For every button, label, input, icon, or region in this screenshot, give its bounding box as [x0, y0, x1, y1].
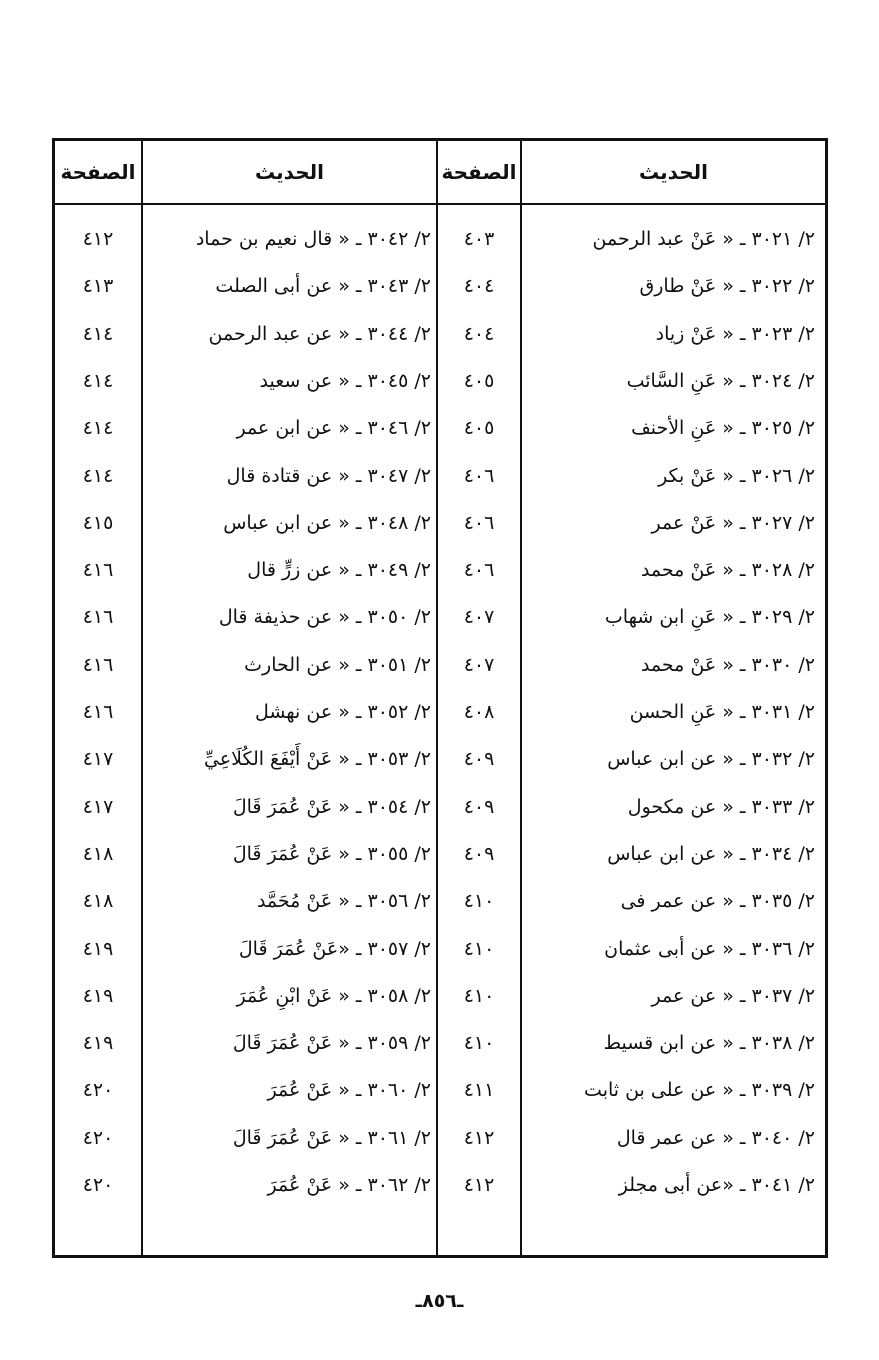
hadith-entry-right: ٢/ ٣٠٣٣ ـ « عن مكحول	[627, 795, 815, 818]
page-number: ـ٨٥٦ـ	[415, 1290, 464, 1312]
hadith-entry-right: ٢/ ٣٠٢٦ ـ « عَنْ بكر	[658, 464, 815, 487]
table-row	[55, 834, 825, 874]
hadith-entry-left: ٢/ ٣٠٥٥ ـ « عَنْ عُمَرَ قَالَ	[232, 842, 431, 865]
page-ref-left: ٤٢٠	[82, 1126, 114, 1149]
page-ref-left: ٤١٨	[82, 890, 114, 913]
table-row	[55, 361, 825, 401]
page-ref-right: ٤٠٧	[463, 606, 495, 629]
page-ref-left: ٤١٥	[82, 511, 114, 534]
hadith-entry-left: ٢/ ٣٠٥٩ ـ « عَنْ عُمَرَ قَالَ	[232, 1032, 431, 1055]
page-ref-right: ٤١١	[463, 1079, 495, 1102]
table-row	[55, 645, 825, 685]
page-ref-right: ٤٠٩	[463, 842, 495, 865]
hadith-entry-left: ٢/ ٣٠٤٥ ـ « عن سعيد	[259, 369, 431, 392]
hadith-entry-right: ٢/ ٣٠٢٧ ـ « عَنْ عمر	[651, 511, 815, 534]
table-row	[55, 597, 825, 637]
hadith-entry-right: ٢/ ٣٠٢٨ ـ « عَنْ محمد	[640, 559, 815, 582]
table-row	[55, 787, 825, 827]
hadith-entry-right: ٢/ ٣٠٢٥ ـ « عَنِ الأحنف	[631, 417, 815, 440]
hadith-entry-right: ٢/ ٣٠٢٢ ـ « عَنْ طارق	[639, 275, 815, 298]
page-ref-left: ٤١٣	[82, 275, 114, 298]
hadith-entry-right: ٢/ ٣٠٣٥ ـ « عن عمر فى	[620, 890, 815, 913]
page-ref-right: ٤٠٥	[463, 417, 495, 440]
hadith-entry-left: ٢/ ٣٠٥٢ ـ « عن نهشل	[254, 701, 431, 723]
page-ref-right: ٤٠٧	[463, 653, 495, 676]
hadith-entry-right: ٢/ ٣٠٣٦ ـ « عن أبى عثمان	[604, 937, 815, 960]
table-row	[55, 408, 825, 448]
page-ref-left: ٤١٤	[82, 417, 114, 440]
page-ref-right: ٤١٠	[463, 984, 495, 1007]
hadith-entry-left: ٢/ ٣٠٤٩ ـ « عن زرٍّ قال	[247, 559, 431, 582]
header-left-page: الصفحة	[60, 160, 136, 184]
hadith-entry-left: ٢/ ٣٠٥٠ ـ « عن حذيفة قال	[218, 606, 431, 629]
table-row	[55, 739, 825, 779]
table-row	[55, 1165, 825, 1205]
page-ref-left: ٤١٩	[82, 984, 114, 1007]
page-ref-left: ٤١٤	[82, 369, 114, 392]
hadith-entry-left: ٢/ ٣٠٤٧ ـ « عن قتادة قال	[226, 464, 431, 487]
hadith-entry-left: ٢/ ٣٠٤٨ ـ « عن ابن عباس	[223, 511, 431, 534]
hadith-entry-left: ٢/ ٣٠٥١ ـ « عن الحارث	[244, 653, 431, 676]
hadith-entry-right: ٢/ ٣٠٣١ ـ « عَنِ الحسن	[629, 701, 815, 723]
hadith-entry-right: ٢/ ٣٠٣٤ ـ « عن ابن عباس	[607, 842, 815, 865]
hadith-entry-right: ٢/ ٣٠٢٩ ـ « عَنِ ابن شهاب	[604, 606, 815, 629]
hadith-entry-left: ٢/ ٣٠٥٨ ـ « عَنْ ابْنِ عُمَرَ	[236, 984, 431, 1007]
page-ref-left: ٤١٩	[82, 937, 114, 960]
hadith-entry-right: ٢/ ٣٠٤٠ ـ « عن عمر قال	[616, 1126, 815, 1149]
hadith-entry-right: ٢/ ٣٠٢٤ ـ « عَنِ السَّائب	[626, 369, 815, 392]
page-ref-right: ٤٠٨	[463, 701, 495, 723]
hadith-entry-left: ٢/ ٣٠٤٣ ـ « عن أبى الصلت	[215, 275, 431, 298]
hadith-entry-left: ٢/ ٣٠٦١ ـ « عَنْ عُمَرَ قَالَ	[232, 1126, 431, 1149]
page-ref-right: ٤١٠	[463, 1032, 495, 1055]
hadith-entry-left: ٢/ ٣٠٥٤ ـ « عَنْ عُمَرَ قَالَ	[232, 795, 431, 818]
table-row	[55, 219, 825, 259]
page-ref-right: ٤٠٥	[463, 369, 495, 392]
page-ref-right: ٤٠٦	[463, 464, 495, 487]
table-row	[55, 503, 825, 543]
page-ref-right: ٤٠٤	[463, 322, 495, 345]
page-ref-left: ٤١٤	[82, 464, 114, 487]
page-ref-left: ٤١٦	[82, 653, 114, 676]
page-ref-left: ٤١٩	[82, 1032, 114, 1055]
hadith-entry-left: ٢/ ٣٠٦٢ ـ « عَنْ عُمَرَ	[267, 1174, 431, 1196]
hadith-entry-left: ٢/ ٣٠٥٦ ـ « عَنْ مُحَمَّد	[256, 890, 431, 913]
page-ref-left: ٤١٧	[82, 748, 114, 771]
page-ref-right: ٤١٢	[463, 1174, 495, 1196]
page-ref-left: ٤١٧	[82, 795, 114, 818]
page-ref-right: ٤٠٦	[463, 511, 495, 534]
hadith-entry-left: ٢/ ٣٠٥٣ ـ « عَنْ أَيْفَعَ الكُلَاعِيِّ	[203, 748, 431, 771]
page-ref-right: ٤١٠	[463, 890, 495, 913]
table-row	[55, 550, 825, 590]
table-row	[55, 976, 825, 1016]
page-ref-right: ٤٠٤	[463, 275, 495, 298]
hadith-entry-left: ٢/ ٣٠٤٦ ـ « عن ابن عمر	[236, 417, 431, 440]
page-ref-left: ٤١٦	[82, 606, 114, 629]
table-row	[55, 692, 825, 732]
hadith-entry-right: ٢/ ٣٠٣٢ ـ « عن ابن عباس	[607, 748, 815, 771]
hadith-entry-right: ٢/ ٣٠٢١ ـ « عَنْ عبد الرحمن	[592, 228, 815, 250]
table-row	[55, 266, 825, 306]
page-ref-right: ٤٠٣	[463, 228, 495, 250]
page-ref-right: ٤٠٦	[463, 559, 495, 582]
hadith-entry-right: ٢/ ٣٠٣٨ ـ « عن ابن قسيط	[603, 1032, 815, 1055]
page-ref-right: ٤٠٩	[463, 748, 495, 771]
page-ref-left: ٤١٦	[82, 701, 114, 723]
header-right-hadith: الحديث	[639, 160, 709, 184]
hadith-entry-right: ٢/ ٣٠٣٠ ـ « عَنْ محمد	[640, 653, 815, 676]
table-row	[55, 881, 825, 921]
hadith-entry-left: ٢/ ٣٠٤٢ ـ « قال نعيم بن حماد	[195, 228, 431, 250]
hadith-entry-left: ٢/ ٣٠٦٠ ـ « عَنْ عُمَرَ	[267, 1079, 431, 1102]
hadith-entry-left: ٢/ ٣٠٥٧ ـ «عَنْ عُمَرَ قَالَ	[238, 937, 431, 960]
page-ref-right: ٤٠٩	[463, 795, 495, 818]
table-row	[55, 1023, 825, 1063]
table-row	[55, 456, 825, 496]
page-ref-left: ٤١٦	[82, 559, 114, 582]
page-ref-left: ٤٢٠	[82, 1079, 114, 1102]
header-right-page: الصفحة	[441, 160, 517, 184]
hadith-entry-left: ٢/ ٣٠٤٤ ـ « عن عبد الرحمن	[208, 322, 431, 345]
table-row	[55, 1118, 825, 1158]
header-divider	[55, 203, 825, 205]
table-row	[55, 1070, 825, 1110]
index-table	[52, 138, 828, 1258]
page-ref-left: ٤١٨	[82, 842, 114, 865]
page-ref-left: ٤٢٠	[82, 1174, 114, 1196]
header-left-hadith: الحديث	[255, 160, 325, 184]
hadith-entry-right: ٢/ ٣٠٤١ ـ «عن أبى مجلز	[618, 1174, 815, 1196]
table-row	[55, 929, 825, 969]
hadith-entry-right: ٢/ ٣٠٣٩ ـ « عن على بن ثابت	[584, 1079, 815, 1102]
page-ref-right: ٤١٠	[463, 937, 495, 960]
hadith-entry-right: ٢/ ٣٠٢٣ ـ « عَنْ زياد	[655, 322, 815, 345]
page-ref-right: ٤١٢	[463, 1126, 495, 1149]
table-row	[55, 314, 825, 354]
page-ref-left: ٤١٢	[82, 228, 114, 250]
page-ref-left: ٤١٤	[82, 322, 114, 345]
hadith-entry-right: ٢/ ٣٠٣٧ ـ « عن عمر	[651, 984, 815, 1007]
